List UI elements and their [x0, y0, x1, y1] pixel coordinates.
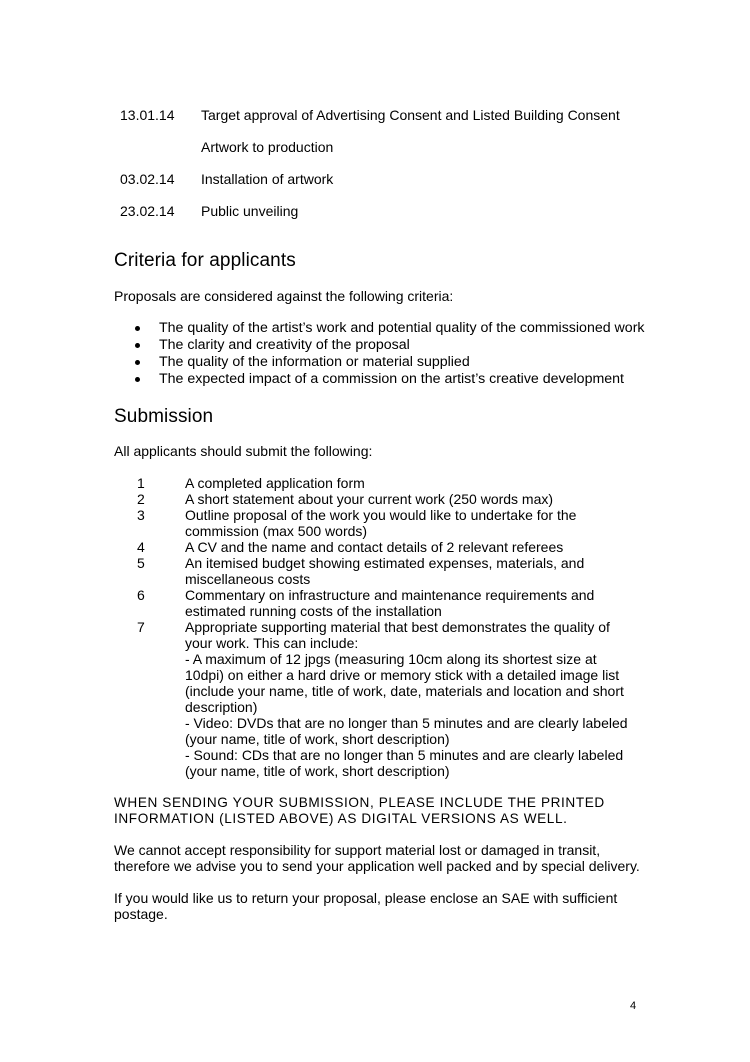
criteria-item: [114, 371, 674, 388]
bullet-icon: [135, 360, 140, 365]
criteria-item: [114, 320, 674, 337]
item-text: [185, 555, 654, 587]
submission-item: [114, 555, 654, 587]
timeline-row: [120, 169, 680, 201]
item-line: (include your name, title of work, date, materials and location and short: [185, 683, 624, 699]
item-line: A completed application form: [185, 475, 365, 491]
timeline-text: Installation of artwork: [201, 171, 334, 187]
submission-item: [114, 619, 654, 779]
item-line: estimated running costs of the installation: [185, 603, 442, 619]
timeline-date: 23.02.14: [120, 203, 175, 219]
criteria-list: [114, 320, 674, 388]
item-number: 3: [137, 507, 145, 523]
criteria-item-text: The clarity and creativity of the proposal: [159, 337, 410, 353]
timeline: [120, 105, 680, 233]
item-text: [185, 587, 654, 619]
item-line: - A maximum of 12 jpgs (measuring 10cm along its shortest size at: [185, 651, 597, 667]
item-line: (your name, title of work, short description): [185, 731, 450, 747]
item-line: commission (max 500 words): [185, 523, 368, 539]
notice-line: INFORMATION (LISTED ABOVE) AS DIGITAL VERSIONS AS WELL.: [114, 811, 568, 826]
item-number: 7: [137, 619, 145, 635]
item-line: - Sound: CDs that are no longer than 5 minutes and are clearly labeled: [185, 747, 624, 763]
timeline-text: Target approval of Advertising Consent and Listed Building Consent: [201, 107, 620, 123]
item-text: [185, 539, 654, 555]
submission-list: [114, 475, 654, 779]
item-text: [185, 507, 654, 539]
item-number: 1: [137, 475, 145, 491]
paragraph-line: If you would like us to return your proposal, please enclose an SAE with sufficient: [114, 890, 618, 906]
timeline-text: Public unveiling: [201, 203, 299, 219]
return-paragraph: [114, 890, 674, 922]
item-line: An itemised budget showing estimated expenses, materials, and: [185, 555, 585, 571]
paragraph-line: postage.: [114, 906, 168, 922]
timeline-date: 03.02.14: [120, 171, 175, 187]
submission-item: [114, 507, 654, 539]
submission-item: [114, 475, 654, 491]
item-text: [185, 619, 654, 779]
paragraph-line: We cannot accept responsibility for support material lost or damaged in transit,: [114, 842, 601, 858]
criteria-heading: Criteria for applicants: [114, 250, 296, 271]
notice-line: WHEN SENDING YOUR SUBMISSION, PLEASE INCLUDE THE PRINTED: [114, 795, 605, 810]
criteria-item: [114, 354, 674, 371]
item-line: 10dpi) on either a hard drive or memory stick with a detailed image list: [185, 667, 620, 683]
page-number: 4: [630, 1000, 637, 1012]
submission-item: [114, 539, 654, 555]
item-line: Commentary on infrastructure and maintenance requirements and: [185, 587, 595, 603]
submission-heading: Submission: [114, 406, 214, 427]
timeline-row: [120, 137, 680, 169]
item-number: 5: [137, 555, 145, 571]
submission-intro: All applicants should submit the following:: [114, 443, 373, 459]
timeline-row: [120, 105, 680, 137]
timeline-row: [120, 201, 680, 233]
item-line: (your name, title of work, short description): [185, 763, 450, 779]
timeline-date: 13.01.14: [120, 107, 175, 123]
item-line: A CV and the name and contact details of 2 relevant referees: [185, 539, 564, 555]
item-text: [185, 475, 654, 491]
item-line: A short statement about your current work (250 words max): [185, 491, 554, 507]
item-line: your work. This can include:: [185, 635, 359, 651]
bullet-icon: [135, 326, 140, 331]
responsibility-paragraph: [114, 842, 674, 874]
timeline-date: [120, 137, 201, 169]
item-line: miscellaneous costs: [185, 571, 311, 587]
item-line: - Video: DVDs that are no longer than 5 minutes and are clearly labeled: [185, 715, 628, 731]
paragraph-line: therefore we advise you to send your application well packed and by special delivery.: [114, 858, 640, 874]
item-text: [185, 491, 654, 507]
bullet-icon: [135, 377, 140, 382]
bullet-icon: [135, 343, 140, 348]
item-number: 2: [137, 491, 145, 507]
criteria-item-text: The expected impact of a commission on the artist’s creative development: [159, 371, 625, 387]
item-line: Appropriate supporting material that best demonstrates the quality of: [185, 619, 610, 635]
item-line: Outline proposal of the work you would like to undertake for the: [185, 507, 577, 523]
item-number: 6: [137, 587, 145, 603]
digital-versions-notice: [114, 795, 634, 827]
timeline-text: Artwork to production: [201, 139, 334, 155]
submission-item: [114, 587, 654, 619]
criteria-item-text: The quality of the artist’s work and potential quality of the commissioned work: [159, 320, 645, 336]
criteria-item-text: The quality of the information or material supplied: [159, 354, 470, 370]
item-number: 4: [137, 539, 145, 555]
submission-item: [114, 491, 654, 507]
criteria-intro: Proposals are considered against the following criteria:: [114, 288, 454, 304]
item-line: description): [185, 699, 258, 715]
criteria-item: [114, 337, 674, 354]
